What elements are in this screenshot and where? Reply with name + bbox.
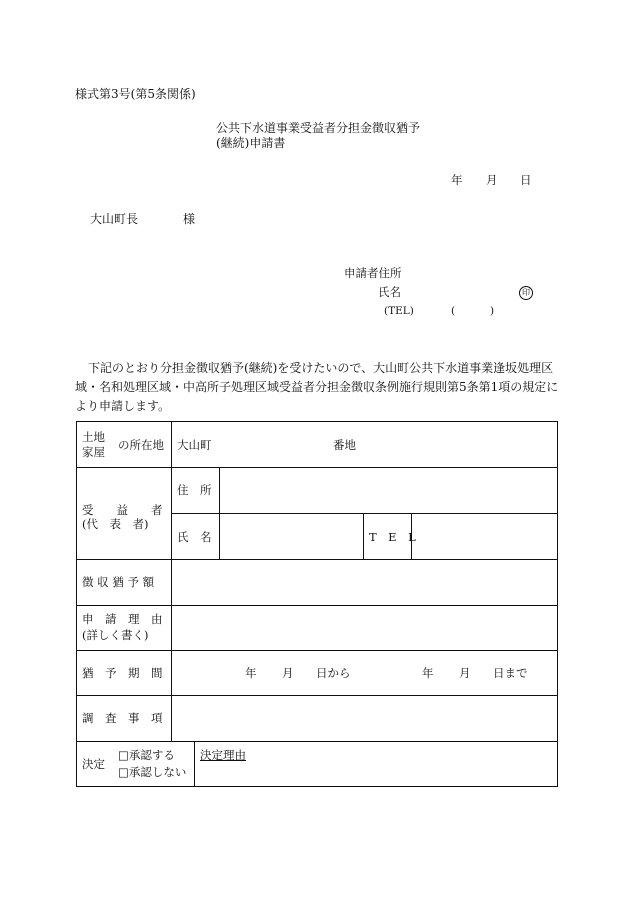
row-divider (77, 467, 557, 468)
decision-reason-label: 決定理由 (200, 748, 246, 762)
label-address: 住 所 (177, 483, 212, 497)
row-divider (77, 559, 557, 560)
subcolumn-divider (363, 513, 364, 559)
label-decision: 決定 (82, 757, 105, 771)
tel-close-paren: ) (490, 305, 495, 317)
period-month-to: 月 (459, 666, 471, 680)
row-divider (77, 695, 557, 696)
seal-mark: 印 (519, 286, 533, 300)
label-location: の所在地 (118, 438, 164, 452)
applicant-tel-label: (TEL) (384, 305, 414, 317)
applicant-name-label: 氏名 (378, 285, 401, 299)
addressee-honorific: 様 (183, 212, 196, 226)
applicant-address-label: 申請者住所 (344, 266, 402, 280)
location-town: 大山町 (177, 438, 212, 452)
date-year: 年 (451, 173, 463, 187)
document-title-line1: 公共下水道事業受益者分担金徴収猶予 (216, 121, 421, 135)
label-representative: (代 表 者) (82, 517, 149, 531)
row-divider (77, 741, 557, 742)
subrow-divider (171, 513, 557, 514)
checkbox-reject[interactable]: □承認しない (118, 765, 187, 779)
label-tel: T E L (369, 530, 416, 544)
period-day-to: 日まで (493, 666, 528, 680)
date-month: 月 (486, 173, 498, 187)
period-day-from: 日から (316, 666, 351, 680)
row-divider (77, 605, 557, 606)
label-deferral-period: 猶 予 期 間 (82, 666, 163, 680)
label-building: 家屋 (82, 445, 105, 459)
label-column-divider (171, 422, 172, 741)
label-investigation: 調 査 事 項 (82, 711, 163, 725)
decision-column-divider (194, 741, 195, 787)
label-reason-detail: (詳しく書く) (82, 628, 149, 642)
label-deferred-amount: 徴 収 猶 予 額 (82, 575, 155, 589)
document-title-line2: (継続)申請書 (216, 136, 286, 150)
body-text-line1: 下記のとおり分担金徴収猶予(継続)を受けたいので、大山町公共下水道事業逢坂処理区 (88, 361, 554, 375)
label-beneficiary: 受 益 者 (82, 503, 163, 517)
label-name: 氏 名 (177, 530, 212, 544)
location-banchi: 番地 (333, 438, 356, 452)
label-reason: 申 請 理 由 (82, 612, 163, 626)
date-day: 日 (520, 173, 532, 187)
period-month-from: 月 (282, 666, 294, 680)
addressee-name: 大山町長 (90, 212, 139, 226)
body-text-line2: 域・名和処理区域・中高所子処理区域受益者分担金徴収条例施行規則第5条第1項の規定に (75, 380, 559, 394)
body-text-line3: より申請します。 (75, 399, 171, 413)
checkbox-approve[interactable]: □承認する (118, 748, 175, 762)
application-form-table (76, 421, 558, 787)
label-land: 土地 (82, 430, 105, 444)
row-divider (77, 650, 557, 651)
form-number: 様式第3号(第5条関係) (75, 87, 196, 101)
period-year-to: 年 (422, 666, 434, 680)
subcolumn-divider (219, 467, 220, 559)
period-year-from: 年 (245, 666, 257, 680)
tel-open-paren: ( (451, 305, 456, 317)
